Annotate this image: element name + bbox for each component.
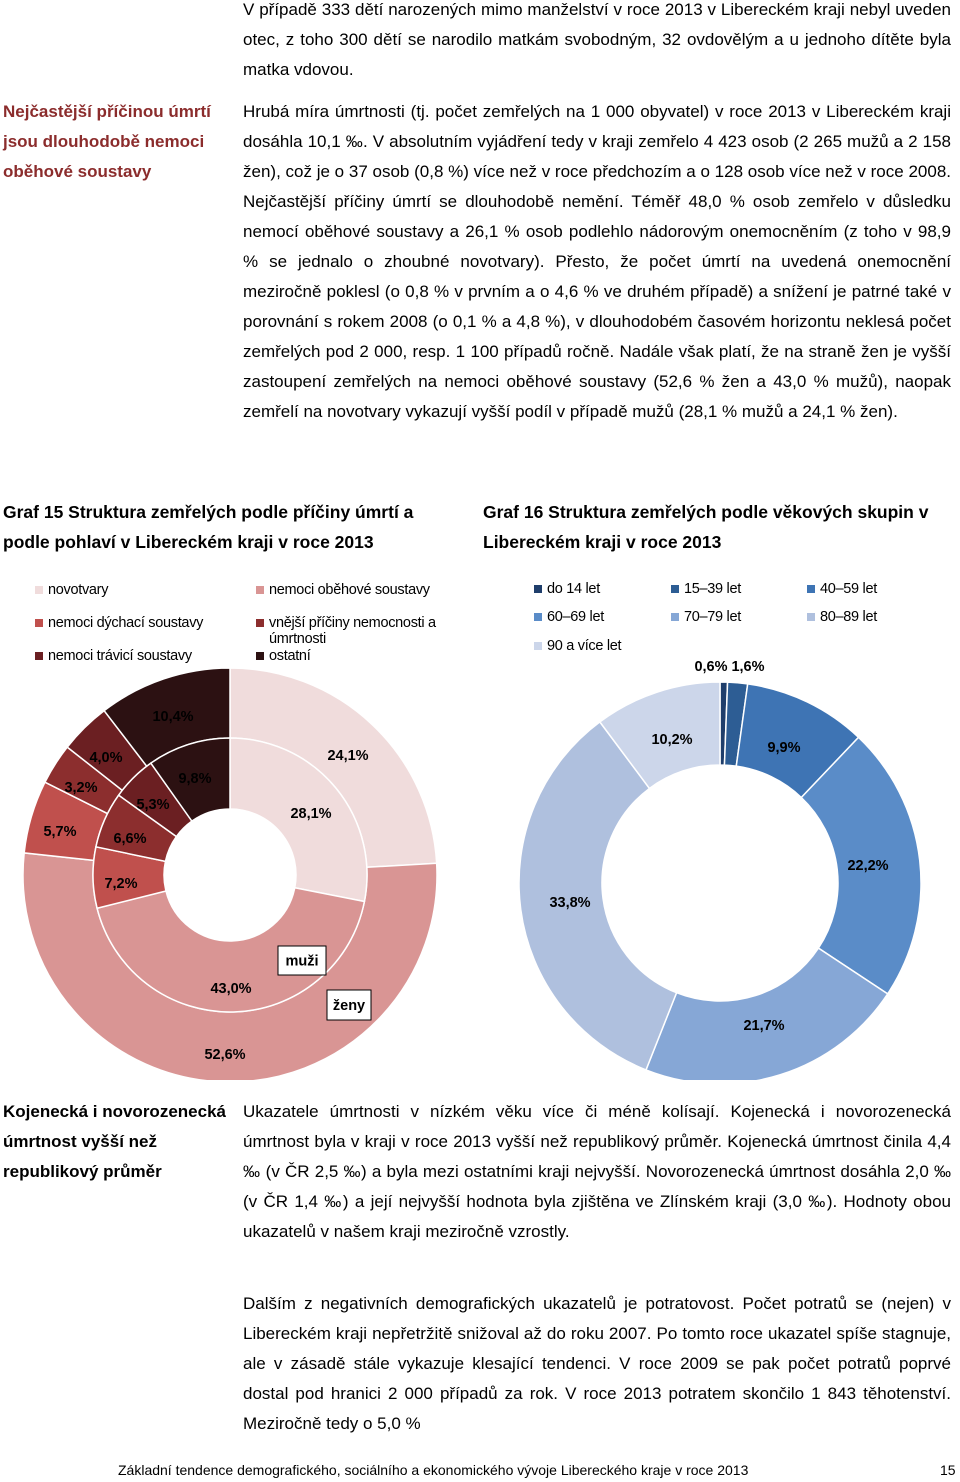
legend-label: nemoci trávicí soustavy bbox=[48, 648, 192, 664]
data-label: 33,8% bbox=[549, 895, 591, 911]
legend-item bbox=[671, 581, 801, 597]
legend-swatch bbox=[256, 652, 264, 660]
legend-label: ostatní bbox=[269, 648, 311, 664]
sidebar-note-mortality: Nejčastější příčinou úmrtí jsou dlouhodobě nemoci oběhové soustavy bbox=[3, 102, 211, 181]
legend-item bbox=[534, 609, 664, 625]
data-label: 24,1% bbox=[327, 748, 369, 764]
mortality-paragraph: Hrubá míra úmrtnosti (tj. počet zemřelých na 1 000 obyvatel) v roce 2013 v Libereckém kraji dosáhla 10,1 ‰. V absolutním vyjádření tedy v kraji zemřelo 4 423 osob (2 265 mužů a 2 158 žen), což je o 37 osob (0,8 %) více než v roce předchozím a o 128 osob více než v roce 2008. Nejčastější příčiny úmrtí se dlouhodobě nemění. Téměř 48,0 % osob zemřelo v důsledku nemocí oběhové soustavy a 26,1 % osob podlehlo nádorovým onemocněním (z toho v 98,9 % se jednalo o zhoubné novotvary). Přesto, že počet úmrtí na uvedená onemocnění meziročně poklesl (o 0,8 % v prvním a o 4,6 % ve druhém případě) a snížení je patrné také v porovnání s rokem 2008 (o 0,1 % a 4,8 %), v dlouhodobém časovém horizontu neklesá počet zemřelých pod 2 000, resp. 1 100 případů ročně. Nadále však platí, že na straně žen je vyšší zastoupení zemřelých na nemoci oběhové soustavy (52,6 % žen a 43,0 % mužů), naopak zemřelí na novotvary vykazují vyšší podíl v případě mužů (28,1 % mužů a 24,1 % žen). bbox=[243, 102, 951, 421]
page-number: 15 bbox=[940, 1462, 956, 1478]
legend-item bbox=[534, 638, 664, 654]
legend-item bbox=[35, 582, 245, 598]
data-label: 1,6% bbox=[731, 660, 765, 675]
legend-swatch bbox=[534, 642, 542, 650]
ring-label-male: muži bbox=[285, 953, 319, 970]
legend-label: 90 a více let bbox=[547, 638, 622, 654]
legend-swatch bbox=[256, 586, 264, 594]
legend-label: 40–59 let bbox=[820, 581, 877, 597]
data-label: 3,2% bbox=[64, 780, 98, 796]
data-label: 9,8% bbox=[178, 771, 212, 787]
legend-swatch bbox=[671, 613, 679, 621]
legend-item bbox=[807, 609, 937, 625]
data-label: 52,6% bbox=[204, 1047, 246, 1063]
legend-label: do 14 let bbox=[547, 581, 600, 597]
legend-label: nemoci dýchací soustavy bbox=[48, 615, 204, 631]
graph15-title: Graf 15 Struktura zemřelých podle příčiny úmrtí a podle pohlaví v Libereckém kraji v roce 2013 bbox=[3, 502, 414, 552]
footer-text: Základní tendence demografického, sociálního a ekonomického vývoje Libereckého kraje v roce 2013 bbox=[118, 1462, 749, 1478]
legend-item bbox=[671, 609, 801, 625]
charts-svg bbox=[0, 660, 960, 1080]
legend-label: 70–79 let bbox=[684, 609, 741, 625]
graph16-title: Graf 16 Struktura zemřelých podle věkových skupin v Libereckém kraji v roce 2013 bbox=[483, 502, 929, 552]
data-label: 0,6% bbox=[694, 660, 728, 675]
legend-label: nemoci oběhové soustavy bbox=[269, 582, 430, 598]
legend-item bbox=[35, 615, 245, 631]
legend-label: vnější příčiny nemocnosti a úmrtnosti bbox=[269, 615, 436, 647]
legend-label: novotvary bbox=[48, 582, 109, 598]
ring-label-female: ženy bbox=[332, 998, 366, 1014]
data-label: 21,7% bbox=[743, 1018, 785, 1034]
graph15-chart bbox=[23, 668, 437, 1080]
sidebar-note-infant: Kojenecká i novorozenecká úmrtnost vyšší než republikový průměr bbox=[3, 1102, 226, 1181]
data-label: 22,2% bbox=[847, 858, 889, 874]
data-label: 6,6% bbox=[113, 831, 147, 847]
legend-swatch bbox=[534, 613, 542, 621]
graph16-chart bbox=[519, 660, 921, 1080]
data-label: 10,4% bbox=[152, 709, 194, 725]
legend-item bbox=[256, 582, 466, 598]
data-label: 5,3% bbox=[136, 797, 170, 813]
legend-label: 15–39 let bbox=[684, 581, 741, 597]
top-paragraph: V případě 333 dětí narozených mimo manželství v roce 2013 v Libereckém kraji nebyl uveden otec, z toho 300 dětí se narodilo matkám svobodným, 32 ovdovělým a u jednoho dítěte byla matka vdovou. bbox=[243, 0, 951, 79]
data-label: 5,7% bbox=[43, 824, 77, 840]
legend-item bbox=[807, 581, 937, 597]
abortion-paragraph: Dalším z negativních demografických ukazatelů je potratovost. Počet potratů se (nejen) v Libereckém kraji nepřetržitě snižoval až do roku 2007. Po tomto roce ukazatel spíše stagnuje, ale v zásadě stále vykazuje klesající tendenci. V roce 2009 se pak počet potratů poprvé dostal pod hranici 2 000 případů za rok. V roce 2013 potratem skončilo 1 843 těhotenství. Meziročně tedy o 5,0 % bbox=[243, 1294, 951, 1433]
legend-label: 60–69 let bbox=[547, 609, 604, 625]
data-label: 9,9% bbox=[767, 740, 801, 756]
legend-item bbox=[256, 615, 461, 647]
legend-swatch bbox=[671, 585, 679, 593]
legend-label: 80–89 let bbox=[820, 609, 877, 625]
data-label: 43,0% bbox=[210, 981, 252, 997]
legend-swatch bbox=[534, 585, 542, 593]
legend-item bbox=[534, 581, 664, 597]
legend-swatch bbox=[35, 619, 43, 627]
legend-swatch bbox=[35, 652, 43, 660]
legend-swatch bbox=[807, 613, 815, 621]
legend-swatch bbox=[807, 585, 815, 593]
legend-swatch bbox=[35, 586, 43, 594]
data-label: 7,2% bbox=[104, 876, 138, 892]
data-label: 4,0% bbox=[89, 750, 123, 766]
legend-swatch bbox=[256, 619, 264, 627]
infant-paragraph: Ukazatele úmrtnosti v nízkém věku více či méně kolísají. Kojenecká i novorozenecká úmrtnost byla v kraji v roce 2013 vyšší než republikový průměr. Kojenecká úmrtnost činila 4,4 ‰ (v ČR 2,5 ‰) a byla mezi ostatními kraji nejvyšší. Novorozenecká úmrtnost dosáhla 2,0 ‰ (v ČR 1,4 ‰) a její nejvyšší hodnota byla zjištěna ve Zlínském kraji (3,0 ‰). Hodnoty obou ukazatelů v našem kraji meziročně vzrostly. bbox=[243, 1102, 951, 1241]
data-label: 10,2% bbox=[651, 732, 693, 748]
data-label: 28,1% bbox=[290, 806, 332, 822]
